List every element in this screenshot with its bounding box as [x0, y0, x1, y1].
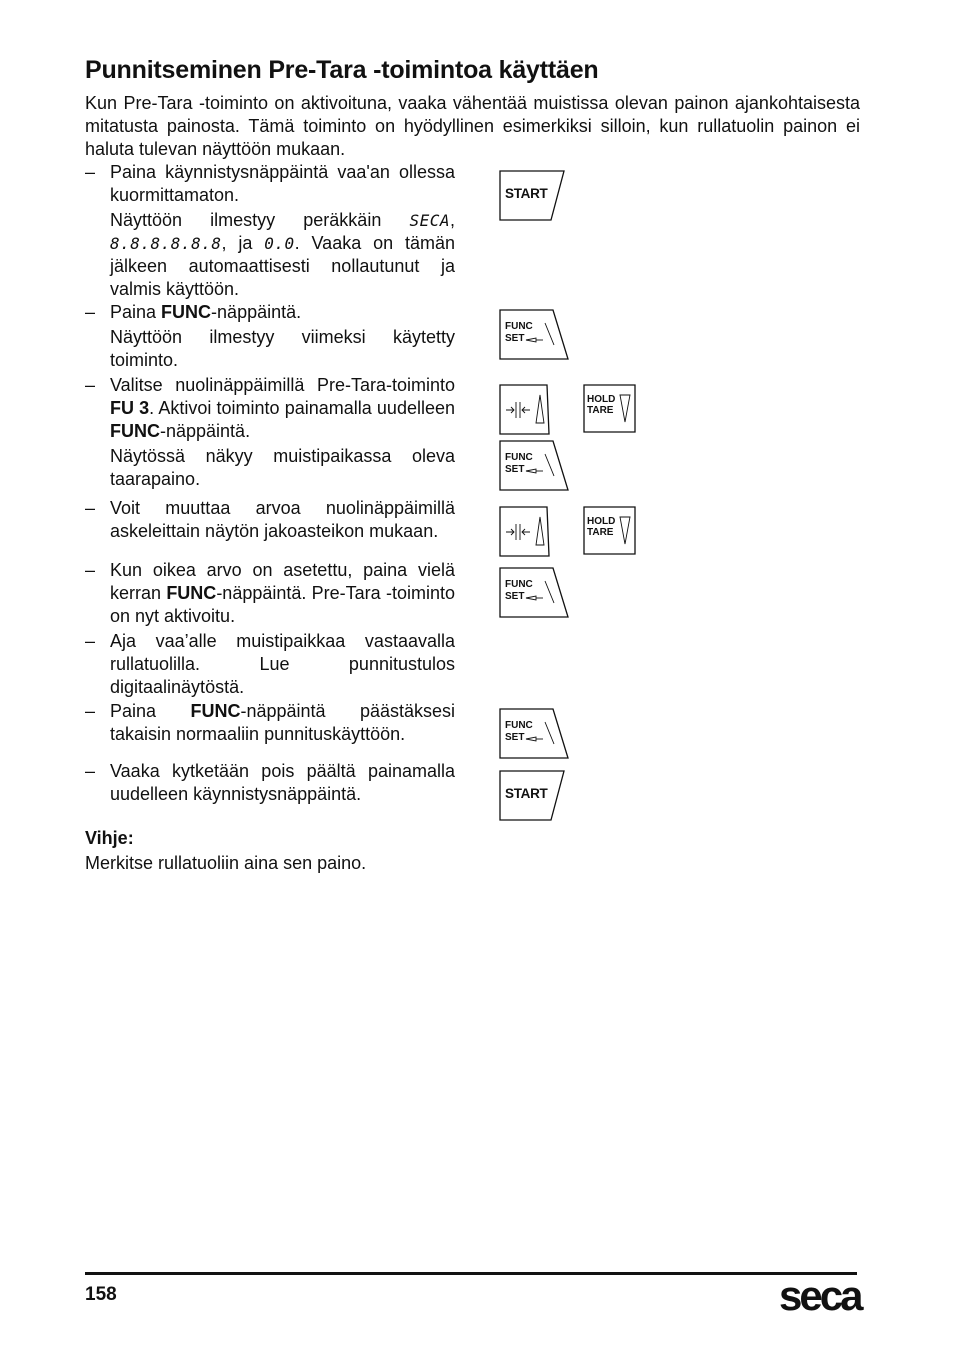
- lcd-all-segments: 8.8.8.8.8.8: [110, 234, 222, 253]
- footer-divider: [85, 1272, 857, 1275]
- start-key-icon: START: [499, 770, 571, 822]
- hint-text: Merkitse rullatuoliin aina sen paino.: [85, 853, 367, 873]
- step-3-text: Valitse nuolinäppäimillä Pre-Tara-toiminto FU 3. Aktivoi toiminto painamalla uudelleen FUNC-näppäintä.: [110, 375, 455, 441]
- intro-paragraph: Kun Pre-Tara -toiminto on aktivoituna, vaaka vähentää muistissa olevan painon ajankohtaisesta mitatusta painosta. Tämä toiminto on hyödyllinen esimerkiksi silloin, kun rullatuolin painon ei haluta tulevan näyttöön mukaan.: [85, 93, 860, 159]
- hint-title: Vihje:: [85, 828, 134, 848]
- func-set-key-icon: FUNC SET: [499, 708, 571, 760]
- step-5: [85, 559, 455, 628]
- arrow-left-key-icon: [499, 384, 551, 436]
- page-number: 158: [85, 1284, 117, 1305]
- bullet-dash: –: [85, 498, 96, 518]
- func-set-key-icon: FUNC SET: [499, 309, 571, 361]
- step-3: [85, 374, 455, 491]
- bullet-dash: –: [85, 375, 96, 395]
- page-title: Punnitseminen Pre-Tara -toimintoa käyttäen: [85, 56, 599, 84]
- arrow-left-key-icon: [499, 506, 551, 558]
- step-8: [85, 760, 455, 806]
- step-8-text: Vaaka kytketään pois päältä painamalla uudelleen käynnistysnäppäintä.: [110, 761, 455, 804]
- step-4: [85, 497, 455, 543]
- seca-logo: seca: [779, 1272, 861, 1319]
- step-2: [85, 301, 455, 372]
- step-1: [85, 161, 455, 301]
- step-1-display-text: Näyttöön ilmestyy peräkkäin SECA, 8.8.8.8.8.8, ja 0.0. Vaaka on tämän jälkeen automaattisesti nollautunut ja valmis käyttöön.: [110, 210, 456, 299]
- bullet-dash: –: [85, 302, 96, 322]
- step-7: [85, 700, 455, 746]
- step-6: [85, 630, 455, 699]
- step-5-text: Kun oikea arvo on asetettu, paina vielä kerran FUNC-näppäintä. Pre-Tara -toiminto on nyt aktivoitu.: [110, 560, 455, 626]
- step-7-text: Paina FUNC-näppäintä päästäksesi takaisin normaaliin punnituskäyttöön.: [110, 701, 455, 744]
- start-key-icon: START: [499, 170, 571, 222]
- bullet-dash: –: [85, 560, 96, 580]
- step-6-text: Aja vaa’alle muistipaikkaa vastaavalla rullatuolilla. Lue punnitustulos digitaalinäytöstä.: [110, 631, 455, 697]
- hold-tare-key-icon: HOLD TARE: [583, 506, 637, 558]
- lcd-seca: SECA: [409, 211, 450, 230]
- bullet-dash: –: [85, 631, 96, 651]
- lcd-zero: 0.0: [264, 234, 295, 253]
- step-3-note: Näytössä näkyy muistipaikassa oleva taarapaino.: [110, 446, 455, 489]
- step-2-note: Näyttöön ilmestyy viimeksi käytetty toiminto.: [110, 327, 455, 370]
- bullet-dash: –: [85, 761, 96, 781]
- func-set-key-icon: FUNC SET: [499, 440, 571, 492]
- bullet-dash: –: [85, 162, 96, 182]
- step-1-text: Paina käynnistysnäppäintä vaa'an ollessa kuormittamaton.: [110, 162, 455, 205]
- step-4-text: Voit muuttaa arvoa nuolinäppäimillä askeleittain näytön jakoasteikon mukaan.: [110, 498, 455, 541]
- bullet-dash: –: [85, 701, 96, 721]
- func-set-key-icon: FUNC SET: [499, 567, 571, 619]
- step-2-text: Paina FUNC-näppäintä.: [110, 302, 302, 322]
- hold-tare-key-icon: HOLD TARE: [583, 384, 637, 436]
